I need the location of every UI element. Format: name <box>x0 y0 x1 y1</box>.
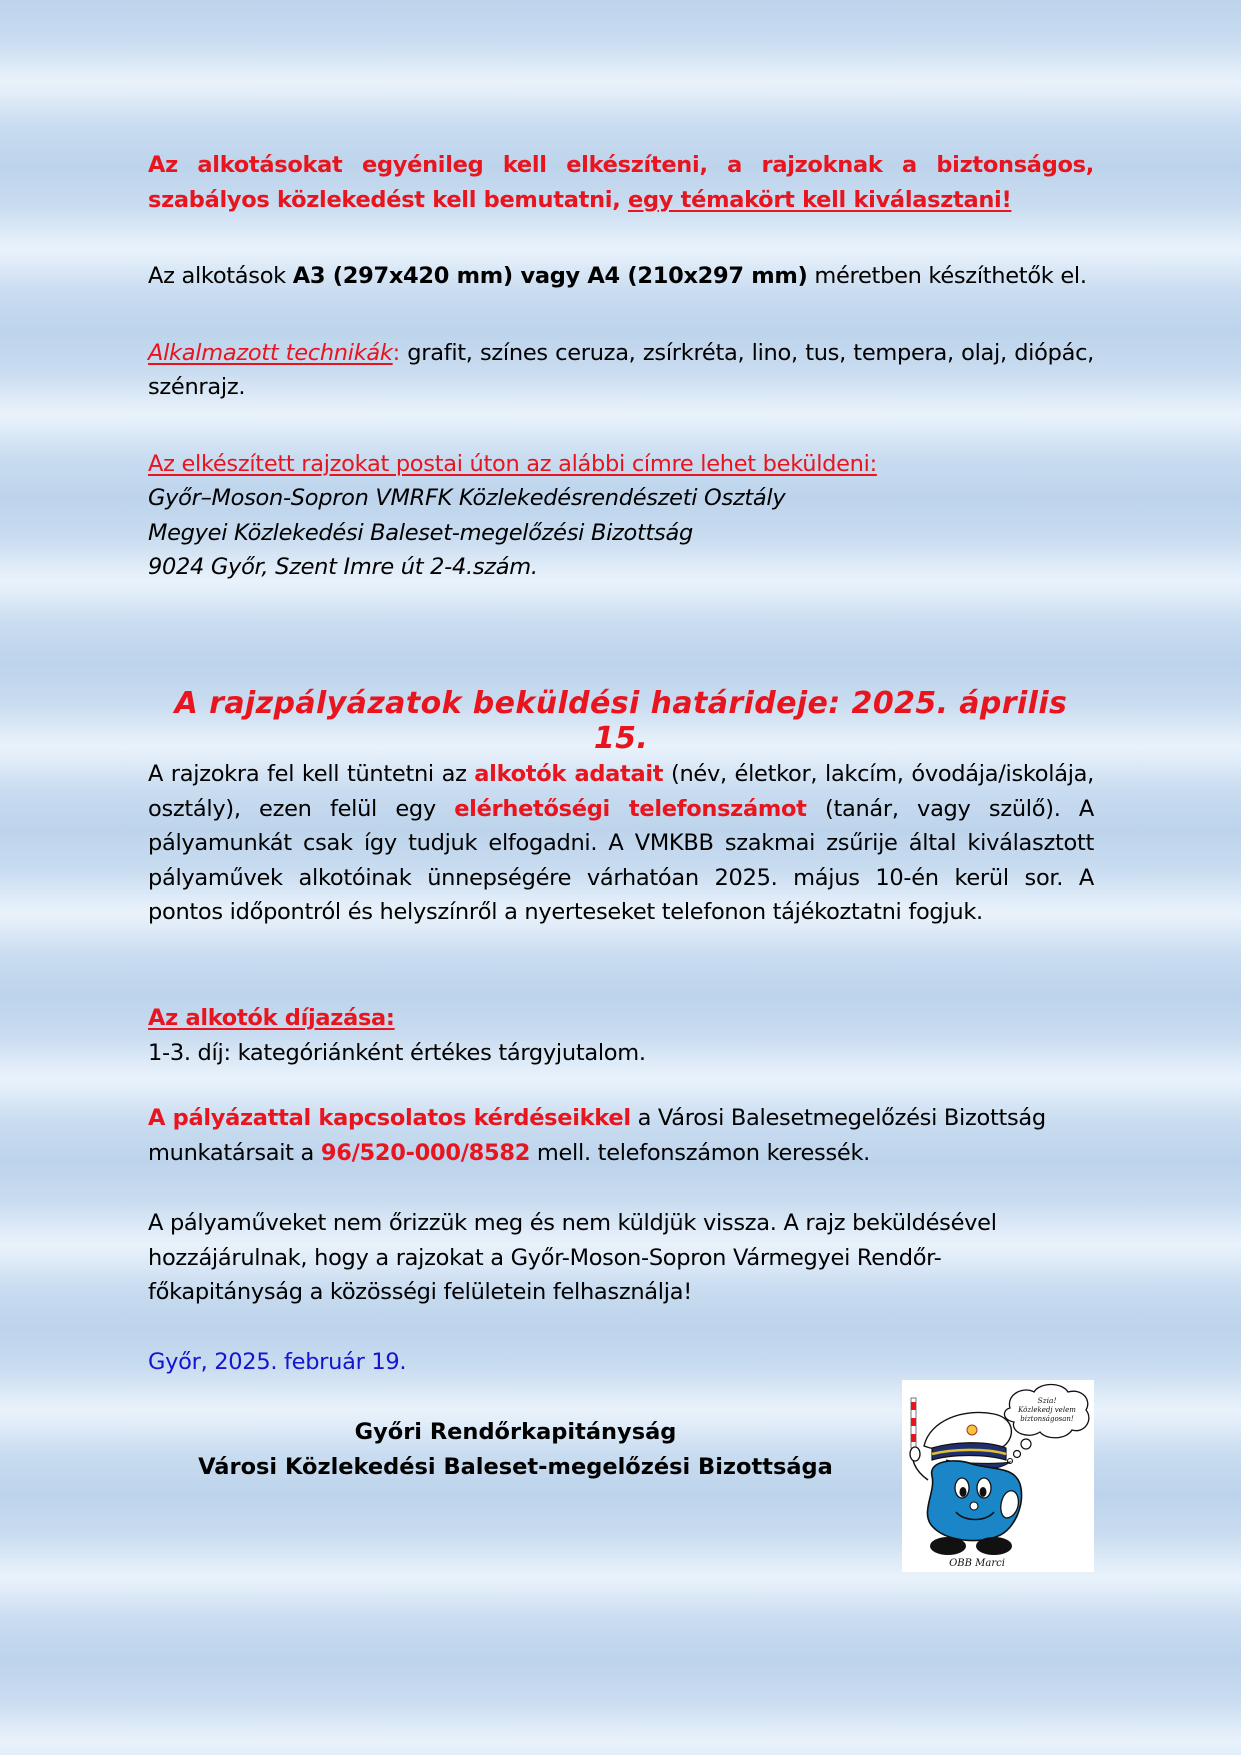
contact-text: a Városi Balesetmegelőzési Bizottság munkatársait a <box>148 1105 1046 1166</box>
size-paragraph <box>148 259 1094 294</box>
size-prefix: Az alkotások <box>148 263 293 289</box>
bubble-line-3: biztonságosan! <box>1020 1415 1074 1423</box>
intro-paragraph <box>148 148 1094 217</box>
address-line: Győr–Moson-Sopron VMRFK Közlekedésrendészeti Osztály <box>148 485 786 511</box>
contact-phone: 96/520-000/8582 <box>320 1139 531 1166</box>
notice-text: A pályaműveket nem őrizzük meg és nem küldjük vissza. A rajz beküldésével hozzájárulnak, hogy a rajzokat a Győr-Moson-Sopron Vármegyei Rendőr-főkapitányság a közösségi felületein felhasználja! <box>148 1210 997 1305</box>
prizes-text: 1-3. díj: kategóriánként értékes tárgyjutalom. <box>148 1039 646 1066</box>
signature-block <box>148 1415 883 1484</box>
requirements-text: A rajzokra fel kell tüntetni az <box>148 761 475 787</box>
prizes-block <box>148 1001 1094 1070</box>
bubble-line-1: Szia! <box>1037 1396 1057 1405</box>
requirements-text: (név, életkor, lakcím, óvodája/iskolája, osztály), ezen felül egy <box>148 761 1094 822</box>
requirements-highlight-phone: elérhetőségi telefonszámot <box>454 795 807 822</box>
bubble-line-2: Közlekedj velem <box>1018 1406 1076 1414</box>
size-formats: A3 (297x420 mm) vagy A4 (210x297 mm) <box>292 263 808 289</box>
intro-underlined-text: egy témakört kell kiválasztani! <box>628 186 1012 213</box>
techniques-paragraph <box>148 336 1094 405</box>
signature-line-1: Győri Rendőrkapitányság <box>354 1419 677 1445</box>
intro-text: Az alkotásokat egyénileg kell elkészíteni, a rajzoknak a biztonságos, szabályos közlekedést kell bemutatni, <box>148 152 1094 213</box>
address-line: Megyei Közlekedési Baleset-megelőzési Bizottság <box>148 519 693 546</box>
notice-paragraph <box>148 1206 1048 1310</box>
address-block <box>148 447 1094 585</box>
mascot-image <box>902 1380 1094 1572</box>
police-cap-icon <box>924 1412 1011 1469</box>
size-suffix: méretben készíthetők el. <box>807 263 1087 289</box>
traffic-baton-icon <box>911 1398 916 1448</box>
techniques-colon: : <box>392 339 400 366</box>
mascot-caption: OBB Marci <box>949 1558 1005 1569</box>
document-body <box>148 148 1094 585</box>
contact-paragraph <box>148 1101 1094 1170</box>
requirements-paragraph <box>148 757 1094 930</box>
address-line: 9024 Győr, Szent Imre út 2-4.szám. <box>148 554 538 580</box>
deadline-heading: A rajzpályázatok beküldési határideje: 2025. április 15. <box>174 686 1068 756</box>
techniques-list: grafit, színes ceruza, zsírkréta, lino, tus, tempera, olaj, diópác, szénrajz. <box>148 339 1094 400</box>
prizes-heading: Az alkotók díjazása: <box>148 1005 395 1031</box>
requirements-text: (tanár, vagy szülő). A pályamunkát csak így tudjuk elfogadni. A VMKBB szakmai zsűrije által kiválasztott pályaművek alkotóinak ünnepségére várhatóan 2025. május 10-én kerül sor. A pontos időpontról és helyszínről a nyerteseket telefonon tájékoztatni fogjuk. <box>148 795 1094 925</box>
requirements-highlight-creators: alkotók adatait <box>474 761 664 787</box>
address-heading: Az elkészített rajzokat postai úton az alábbi címre lehet beküldeni: <box>148 450 877 477</box>
document-date: Győr, 2025. február 19. <box>148 1349 407 1375</box>
signature-line-2: Városi Közlekedési Baleset-megelőzési Bizottsága <box>198 1453 833 1480</box>
contact-highlight: A pályázattal kapcsolatos kérdéseikkel <box>148 1105 631 1131</box>
techniques-label: Alkalmazott technikák <box>148 339 393 366</box>
speech-bubble <box>1004 1385 1088 1464</box>
contact-text: mell. telefonszámon keressék. <box>530 1139 871 1166</box>
